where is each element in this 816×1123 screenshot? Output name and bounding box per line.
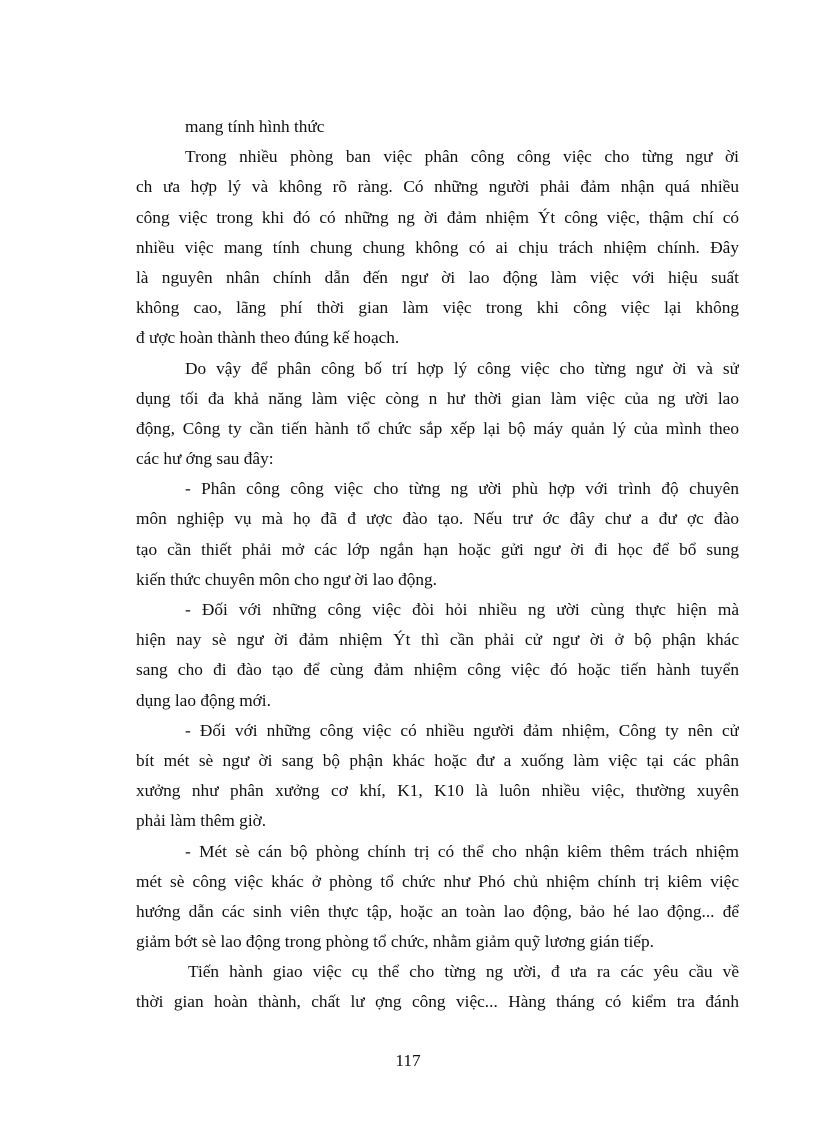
text-line: mang tính hình thức xyxy=(185,117,325,136)
text-line: giảm bớt sè lao động trong phòng tổ chức, nhằm giảm quỹ lương gián tiếp. xyxy=(136,932,654,952)
text-line: hướng dẫn các sinh viên thực tập, hoặc an toàn lao động, bảo hé lao động... để xyxy=(136,901,739,921)
body-text xyxy=(136,112,739,1018)
text-line: kiến thức chuyên môn cho ngư ời lao động. xyxy=(136,569,437,589)
text-line: không cao, lãng phí thời gian làm việc trong khi công việc lại không xyxy=(136,298,739,318)
text-line: xưởng như phân xưởng cơ khí, K1, K10 là luôn nhiều việc, thường xuyên xyxy=(136,781,739,801)
text-line: hiện nay sè ngư ời đảm nhiệm Ýt thì cần phải cử ngư ời ở bộ phận khác xyxy=(136,630,739,650)
text-line: Tiến hành giao việc cụ thể cho từng ng ười, đ ưa ra các yêu cầu về xyxy=(188,962,739,982)
text-line: ch ưa hợp lý và không rõ ràng. Có những người phải đảm nhận quá nhiều xyxy=(136,177,739,197)
page-number: 117 xyxy=(395,1051,421,1070)
text-line: Do vậy để phân công bố trí hợp lý công việc cho từng ngư ời và sử xyxy=(185,358,739,378)
text-line: - Mét sè cán bộ phòng chính trị có thể cho nhận kiêm thêm trách nhiệm xyxy=(185,841,739,861)
text-line: - Phân công công việc cho từng ng ười phù hợp với trình độ chuyên xyxy=(185,479,739,499)
text-line: - Đối với những công việc có nhiều người đảm nhiệm, Công ty nên cử xyxy=(185,720,739,740)
text-line: nhiều việc mang tính chung chung không có ai chịu trách nhiệm chính. Đây xyxy=(136,237,739,257)
text-line: sang cho đi đào tạo để cùng đảm nhiệm công việc đó hoặc tiến hành tuyển xyxy=(136,660,739,680)
text-line: các hư ớng sau đây: xyxy=(136,449,274,469)
text-line: là nguyên nhân chính dẫn đến ngư ời lao động làm việc với hiệu suất xyxy=(136,267,739,287)
text-line: phải làm thêm giờ. xyxy=(136,811,267,831)
text-line: động, Công ty cần tiến hành tổ chức sắp xếp lại bộ máy quản lý của mình theo xyxy=(136,418,739,438)
text-line: thời gian hoàn thành, chất lư ợng công việc... Hàng tháng có kiểm tra đánh xyxy=(136,992,739,1012)
text-line: dụng lao động mới. xyxy=(136,690,271,710)
text-line: đ ược hoàn thành theo đúng kế hoạch. xyxy=(136,328,400,348)
text-line: tạo cần thiết phải mở các lớp ngắn hạn hoặc gửi ngư ời đi học để bổ sung xyxy=(136,539,739,559)
text-line: dụng tối đa khả năng làm việc còng n hư thời gian làm việc của ng ười lao xyxy=(136,388,739,408)
text-line: công việc trong khi đó có những ng ời đảm nhiệm Ýt công việc, thậm chí có xyxy=(136,207,739,227)
text-line: mét sè công việc khác ở phòng tổ chức như Phó chủ nhiệm chính trị kiêm việc xyxy=(136,871,739,891)
text-line: môn nghiệp vụ mà họ đã đ ược đào tạo. Nếu trư ớc đây chư a đư ợc đào xyxy=(136,509,739,529)
text-line: Trong nhiều phòng ban việc phân công công việc cho từng ngư ời xyxy=(185,147,739,167)
text-line: - Đối với những công việc đòi hỏi nhiều ng ười cùng thực hiện mà xyxy=(185,600,739,619)
text-line: bít mét sè ngư ời sang bộ phận khác hoặc đư a xuống làm việc tại các phân xyxy=(136,750,739,770)
